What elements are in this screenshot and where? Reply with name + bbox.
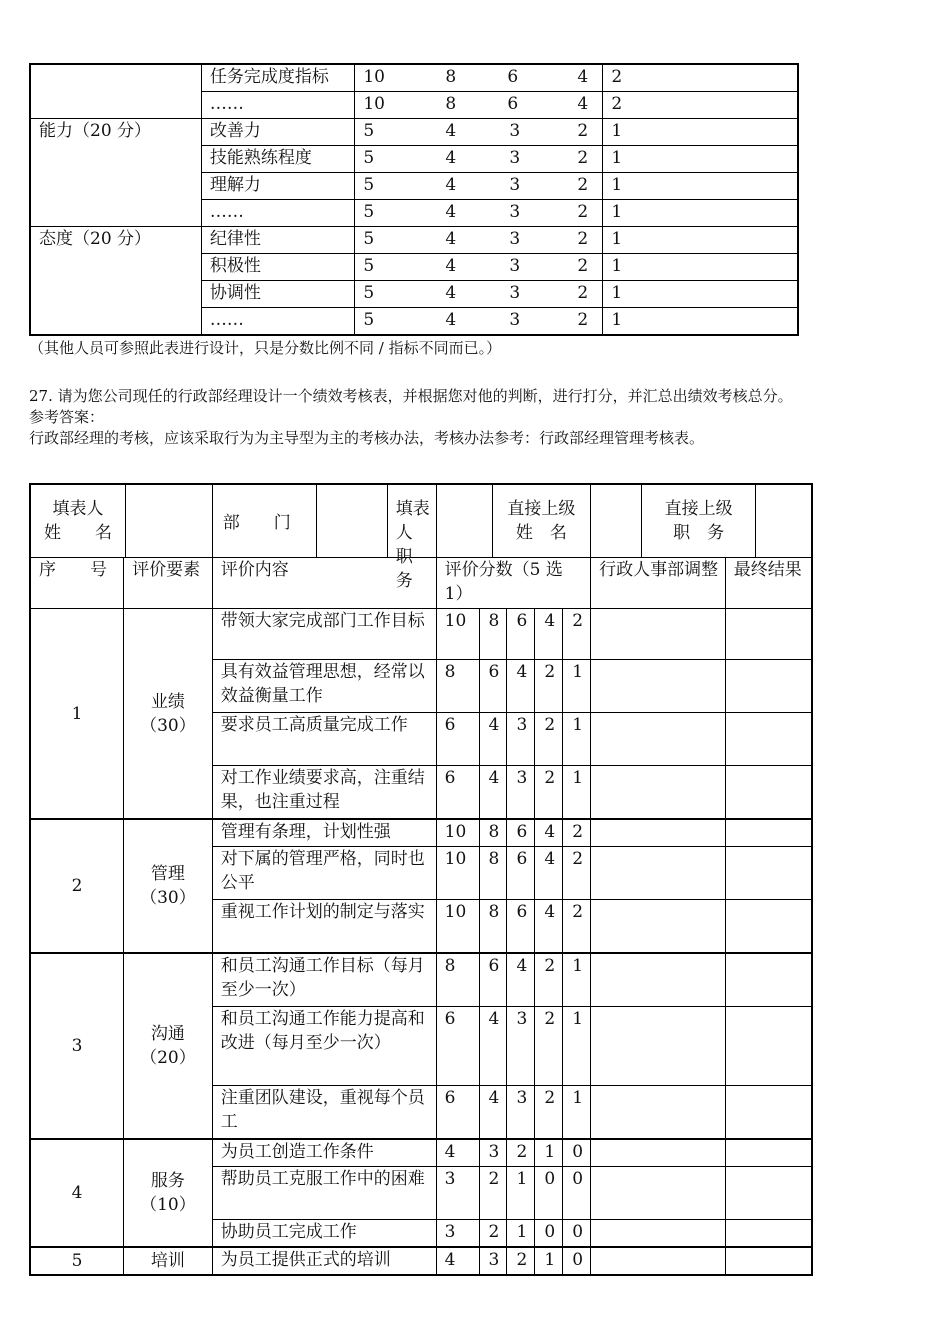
content-cell: 帮助员工克服工作中的困难: [212, 1167, 436, 1220]
table1-item: 理解力: [201, 173, 354, 200]
answer-text: 行政部经理的考核，应该采取行为为主导型为主的考核办法，考核办法参考：行政部经理管理考核表。: [29, 429, 705, 447]
table1-item: ……: [201, 308, 354, 336]
table1-score: 5: [363, 256, 375, 276]
table1-score: 4: [445, 310, 457, 330]
score-cell: 1: [563, 953, 591, 1007]
content-cell: 和员工沟通工作目标（每月至少一次）: [212, 953, 436, 1007]
filler-post-label: 填表人 职 务: [387, 485, 436, 557]
final-cell[interactable]: [725, 1086, 812, 1140]
content-cell: 和员工沟通工作能力提高和改进（每月至少一次）: [212, 1007, 436, 1086]
adjust-cell[interactable]: [591, 1139, 726, 1167]
table1-item: 纪律性: [201, 227, 354, 254]
table1-score: 3: [509, 256, 521, 276]
score-cell: 2: [563, 847, 591, 900]
table1-scores: [355, 281, 603, 308]
seq-cell: 4: [30, 1139, 124, 1247]
factor-header: 评价要素: [124, 558, 213, 609]
table-row: [30, 609, 812, 660]
score-cell: 4: [479, 1007, 507, 1086]
table1-scores: [355, 227, 603, 254]
score-cell: 3: [507, 1086, 535, 1140]
table1-score-last: 1: [603, 227, 798, 254]
adjust-cell[interactable]: [591, 1167, 726, 1220]
manager-assessment-table: [29, 483, 813, 1276]
score-cell: 1: [563, 766, 591, 820]
final-cell[interactable]: [725, 1167, 812, 1220]
score-cell: 8: [479, 847, 507, 900]
seq-cell: 5: [30, 1247, 124, 1275]
score-cell: 6: [479, 953, 507, 1007]
score-cell: 2: [563, 609, 591, 660]
table1-score: 5: [363, 175, 375, 195]
table-row: [30, 819, 812, 847]
table1-score: 4: [445, 175, 457, 195]
table1-scores: [355, 146, 603, 173]
table1-row: [30, 64, 798, 92]
adjust-cell[interactable]: [591, 819, 726, 847]
final-cell[interactable]: [725, 1007, 812, 1086]
score-cell: 6: [436, 1007, 479, 1086]
factor-cell: 培训: [124, 1247, 213, 1275]
final-cell[interactable]: [725, 847, 812, 900]
score-cell: 1: [563, 713, 591, 766]
score-cell: 3: [507, 766, 535, 820]
table1-score: 5: [363, 121, 375, 141]
table1-row: [30, 227, 798, 254]
table1-group: 能力（20 分）: [30, 119, 201, 227]
score-cell: 4: [436, 1139, 479, 1167]
content-cell: 为员工提供正式的培训: [212, 1247, 436, 1275]
table1-score: 2: [577, 202, 589, 222]
table1-score: 2: [577, 121, 589, 141]
final-cell[interactable]: [725, 1139, 812, 1167]
table1-group: 态度（20 分）: [30, 227, 201, 336]
score-cell: 6: [507, 900, 535, 954]
score-cell: 1: [507, 1167, 535, 1220]
table-note: （其他人员可参照此表进行设计，只是分数比例不同 / 指标不同而已。）: [29, 339, 502, 357]
score-cell: 2: [507, 1247, 535, 1275]
table1-score-last: 1: [603, 173, 798, 200]
table1-item: ……: [201, 200, 354, 227]
factor-cell: 管理 （30）: [124, 819, 213, 953]
table1-score: 2: [577, 283, 589, 303]
table1-score: 10: [363, 94, 385, 114]
table1-score: 2: [577, 229, 589, 249]
score-cell: 8: [479, 900, 507, 954]
score-cell: 6: [479, 660, 507, 713]
score-cell: 4: [507, 660, 535, 713]
score-cell: 4: [479, 766, 507, 820]
table1-score: 3: [509, 283, 521, 303]
table1-score: 5: [363, 283, 375, 303]
table1-score: 6: [507, 94, 519, 114]
score-cell: 3: [507, 1007, 535, 1086]
table1-score-last: 1: [603, 119, 798, 146]
table1-score: 4: [577, 67, 589, 87]
seq-cell: 2: [30, 819, 124, 953]
dept-label: 部 门: [222, 513, 291, 533]
score-cell: 10: [436, 819, 479, 847]
adjust-cell[interactable]: [591, 1220, 726, 1248]
content-cell: 注重团队建设，重视每个员工: [212, 1086, 436, 1140]
content-cell: 管理有条理，计划性强: [212, 819, 436, 847]
content-cell: 要求员工高质量完成工作: [212, 713, 436, 766]
score-cell: 0: [563, 1139, 591, 1167]
score-cell: 1: [535, 1139, 563, 1167]
table1-score: 4: [445, 283, 457, 303]
adjust-cell[interactable]: [591, 660, 726, 713]
score-cell: 10: [436, 609, 479, 660]
supervisor-post-value: [756, 485, 811, 557]
score-cell: 6: [436, 1086, 479, 1140]
score-cell: 2: [563, 819, 591, 847]
adjust-cell[interactable]: [591, 900, 726, 954]
content-cell: 为员工创造工作条件: [212, 1139, 436, 1167]
score-cell: 4: [436, 1247, 479, 1275]
content-cell: 对工作业绩要求高，注重结果，也注重过程: [212, 766, 436, 820]
seq-cell: 1: [30, 609, 124, 820]
table1-score: 4: [445, 148, 457, 168]
score-cell: 2: [479, 1167, 507, 1220]
table1-score: 3: [509, 175, 521, 195]
table1-score: 5: [363, 310, 375, 330]
question-text: 27. 请为您公司现任的行政部经理设计一个绩效考核表，并根据您对他的判断，进行打分，并汇总出绩效考核总分。: [29, 387, 793, 405]
seq-cell: 3: [30, 953, 124, 1139]
score-cell: 6: [507, 847, 535, 900]
factor-cell: 业绩 （30）: [124, 609, 213, 820]
table1-score-last: 1: [603, 254, 798, 281]
table1-scores: [355, 173, 603, 200]
score-cell: 2: [479, 1220, 507, 1248]
table1-score: 3: [509, 229, 521, 249]
score-table-1: [29, 63, 799, 336]
table1-group: [30, 64, 201, 119]
table1-score: 2: [577, 148, 589, 168]
table1-item: 积极性: [201, 254, 354, 281]
score-cell: 6: [507, 609, 535, 660]
score-cell: 8: [479, 609, 507, 660]
score-cell: 8: [436, 953, 479, 1007]
table-row: [30, 1139, 812, 1167]
table1-item: 改善力: [201, 119, 354, 146]
table1-score: 3: [509, 148, 521, 168]
table1-scores: [355, 64, 603, 92]
score-cell: 4: [507, 953, 535, 1007]
score-cell: 0: [535, 1220, 563, 1248]
final-cell[interactable]: [725, 1220, 812, 1248]
table1-score: 8: [445, 67, 457, 87]
score-cell: 1: [535, 1247, 563, 1275]
final-cell[interactable]: [725, 1247, 812, 1275]
score-header: 评价分数（5 选 1）: [436, 558, 591, 609]
table1-item: 协调性: [201, 281, 354, 308]
content-cell: 具有效益管理思想，经常以效益衡量工作: [212, 660, 436, 713]
score-cell: 2: [535, 1007, 563, 1086]
table1-score-last: 1: [603, 200, 798, 227]
score-cell: 3: [479, 1247, 507, 1275]
supervisor-name-value: [591, 485, 641, 557]
score-cell: 8: [479, 819, 507, 847]
score-cell: 2: [535, 713, 563, 766]
score-cell: 0: [535, 1167, 563, 1220]
final-header: 最终结果: [725, 558, 812, 609]
table1-score: 5: [363, 148, 375, 168]
supervisor-post-label: 直接上级 职 务: [641, 485, 756, 557]
table1-score-last: 1: [603, 308, 798, 336]
score-cell: 2: [563, 900, 591, 954]
header-row-1: [30, 484, 812, 558]
score-cell: 2: [535, 1086, 563, 1140]
content-cell: 协助员工完成工作: [212, 1220, 436, 1248]
table1-item: 技能熟练程度: [201, 146, 354, 173]
table1-score: 5: [363, 202, 375, 222]
score-cell: 6: [436, 766, 479, 820]
score-cell: 1: [563, 1086, 591, 1140]
score-cell: 0: [563, 1167, 591, 1220]
table1-score: 4: [577, 94, 589, 114]
content-cell: 带领大家完成部门工作目标: [212, 609, 436, 660]
adjust-cell[interactable]: [591, 1007, 726, 1086]
table1-score: 8: [445, 94, 457, 114]
table1-scores: [355, 308, 603, 336]
table-row: [30, 1247, 812, 1275]
table1-score: 3: [509, 202, 521, 222]
table1-score: 3: [509, 310, 521, 330]
score-cell: 4: [535, 900, 563, 954]
score-cell: 2: [535, 660, 563, 713]
score-cell: 6: [436, 713, 479, 766]
table1-score: 4: [445, 202, 457, 222]
table1-score-last: 1: [603, 146, 798, 173]
score-cell: 2: [507, 1139, 535, 1167]
adjust-cell[interactable]: [591, 1247, 726, 1275]
score-cell: 4: [535, 847, 563, 900]
adjust-cell[interactable]: [591, 713, 726, 766]
dept-value: [316, 485, 387, 557]
table1-score-last: 2: [603, 92, 798, 119]
table1-item: ……: [201, 92, 354, 119]
score-cell: 1: [507, 1220, 535, 1248]
adjust-cell[interactable]: [591, 609, 726, 660]
filler-post-value: [437, 485, 492, 557]
factor-cell: 服务 （10）: [124, 1139, 213, 1247]
final-cell[interactable]: [725, 660, 812, 713]
score-cell: 3: [479, 1139, 507, 1167]
score-cell: 3: [507, 713, 535, 766]
seq-header: 序 号: [30, 558, 124, 609]
score-cell: 10: [436, 847, 479, 900]
table1-score: 2: [577, 256, 589, 276]
final-cell[interactable]: [725, 819, 812, 847]
table1-row: [30, 119, 798, 146]
score-cell: 10: [436, 900, 479, 954]
content-cell: 重视工作计划的制定与落实: [212, 900, 436, 954]
score-cell: 3: [436, 1220, 479, 1248]
table1-scores: [355, 254, 603, 281]
score-cell: 2: [535, 766, 563, 820]
filler-name-label: 填表人 姓 名: [44, 499, 112, 543]
content-header: 评价内容: [212, 558, 436, 609]
table1-score-last: 2: [603, 64, 798, 92]
final-cell[interactable]: [725, 900, 812, 954]
table1-score: 2: [577, 175, 589, 195]
score-cell: 4: [479, 1086, 507, 1140]
adjust-cell[interactable]: [591, 1086, 726, 1140]
table1-score: 2: [577, 310, 589, 330]
score-cell: 3: [436, 1167, 479, 1220]
score-cell: 1: [563, 1007, 591, 1086]
final-cell[interactable]: [725, 766, 812, 820]
final-cell[interactable]: [725, 609, 812, 660]
adjust-cell[interactable]: [591, 847, 726, 900]
adjust-cell[interactable]: [591, 766, 726, 820]
score-cell: 0: [563, 1220, 591, 1248]
table1-score: 10: [363, 67, 385, 87]
table1-scores: [355, 119, 603, 146]
filler-name-value: [125, 485, 212, 557]
table-row: [30, 953, 812, 1007]
table1-item: 任务完成度指标: [201, 64, 354, 92]
content-cell: 对下属的管理严格，同时也公平: [212, 847, 436, 900]
table1-score: 6: [507, 67, 519, 87]
score-cell: 1: [563, 660, 591, 713]
table1-score: 4: [445, 121, 457, 141]
score-cell: 4: [479, 713, 507, 766]
supervisor-name-label: 直接上级 姓 名: [492, 485, 591, 557]
score-cell: 4: [535, 609, 563, 660]
table1-score: 4: [445, 256, 457, 276]
answer-label: 参考答案：: [29, 408, 105, 426]
table1-score: 5: [363, 229, 375, 249]
table1-scores: [355, 200, 603, 227]
final-cell[interactable]: [725, 713, 812, 766]
score-cell: 8: [436, 660, 479, 713]
table1-score: 3: [509, 121, 521, 141]
score-cell: 4: [535, 819, 563, 847]
score-cell: 0: [563, 1247, 591, 1275]
score-cell: 6: [507, 819, 535, 847]
final-cell[interactable]: [725, 953, 812, 1007]
factor-cell: 沟通 （20）: [124, 953, 213, 1139]
score-cell: 2: [535, 953, 563, 1007]
adjust-header: 行政人事部调整: [591, 558, 726, 609]
table1-score-last: 1: [603, 281, 798, 308]
table1-scores: [355, 92, 603, 119]
table1-score: 4: [445, 229, 457, 249]
adjust-cell[interactable]: [591, 953, 726, 1007]
